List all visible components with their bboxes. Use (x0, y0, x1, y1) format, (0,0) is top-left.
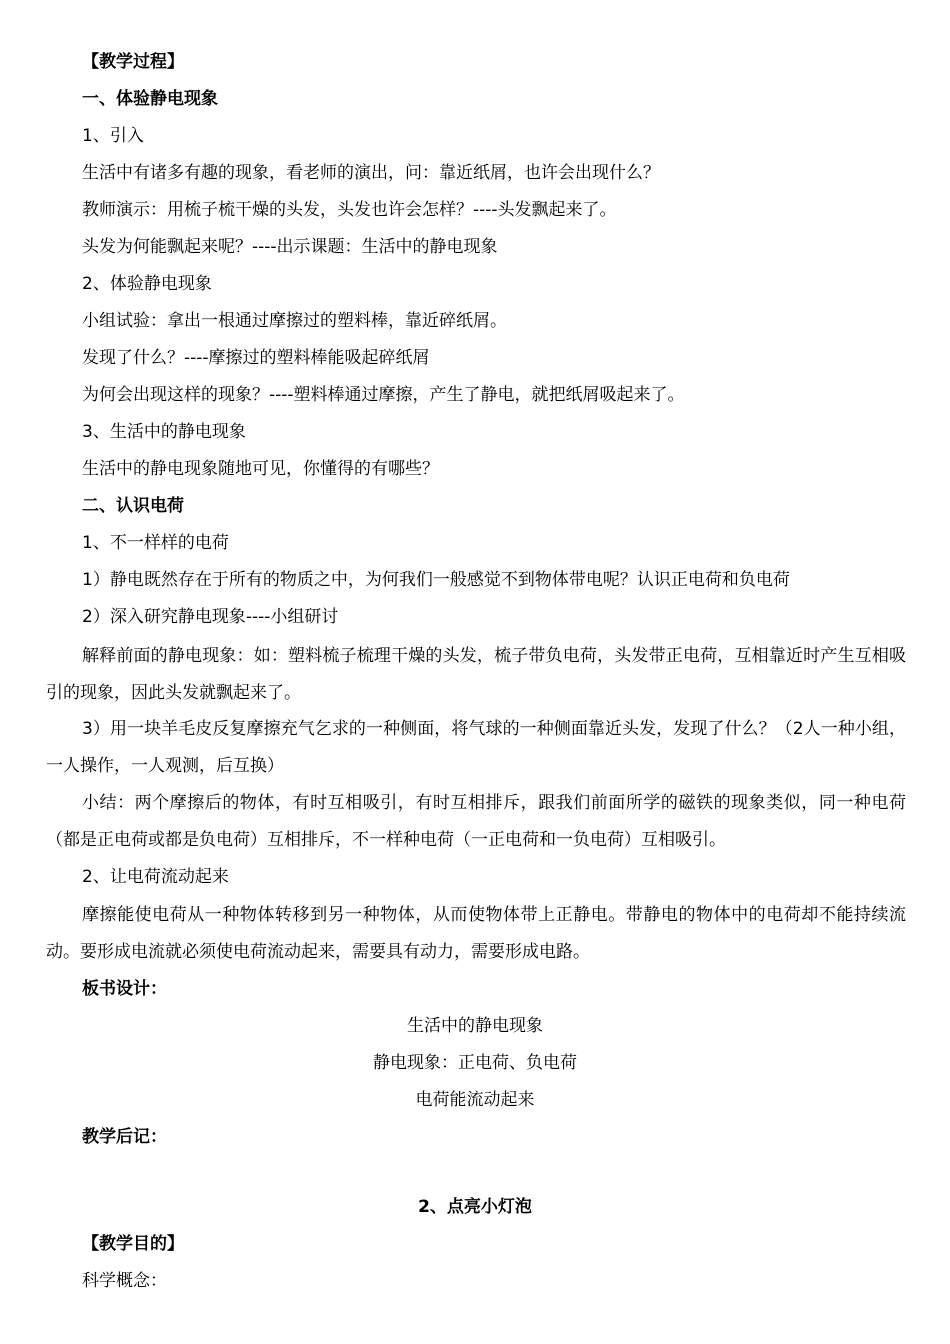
paragraph: 3）用一块羊毛皮反复摩擦充气乞求的一种侧面，将气球的一种侧面靠近头发，发现了什么？（2人一种小组，一人操作，一人观测，后互换） (46, 719, 906, 776)
paragraph: 头发为何能飘起来呢？----出示课题：生活中的静电现象 (82, 237, 498, 257)
paragraph: 生活中的静电现象随地可见，你懂得的有哪些？ (82, 459, 439, 479)
section-1-item-1: 1、引入 (82, 126, 144, 146)
paragraph: 小结：两个摩擦后的物体，有时互相吸引，有时互相排斥，跟我们前面所学的磁铁的现象类似，同一种电荷（都是正电荷或都是负电荷）互相排斥，不一样种电荷（一正电荷和一负电荷）互相吸引。 (46, 793, 906, 850)
heading-teaching-purpose: 【教学目的】 (82, 1234, 184, 1254)
board-line: 静电现象：正电荷、负电荷 (373, 1053, 577, 1073)
paragraph: 2）深入研究静电现象----小组研讨 (82, 607, 339, 627)
section-2-title: 二、认识电荷 (82, 496, 184, 516)
science-concept-label: 科学概念： (82, 1271, 167, 1291)
board-design-label: 板书设计： (82, 979, 167, 999)
teaching-notes-label: 教学后记： (82, 1127, 167, 1147)
paragraph: 1）静电既然存在于所有的物质之中，为何我们一般感觉不到物体带电呢？认识正电荷和负电荷 (82, 570, 790, 590)
paragraph: 解释前面的静电现象：如：塑料梳子梳理干燥的头发，梳子带负电荷，头发带正电荷，互相靠近时产生互相吸引的现象，因此头发就飘起来了。 (46, 646, 906, 703)
section-2-item-2: 2、让电荷流动起来 (82, 867, 229, 887)
section-1-item-2: 2、体验静电现象 (82, 274, 212, 294)
section-1-title: 一、体验静电现象 (82, 89, 218, 109)
lesson-2-title: 2、点亮小灯泡 (418, 1197, 532, 1217)
board-line: 生活中的静电现象 (407, 1016, 543, 1036)
paragraph: 生活中有诸多有趣的现象，看老师的演出，问：靠近纸屑，也许会出现什么？ (82, 163, 660, 183)
heading-teaching-process: 【教学过程】 (82, 52, 184, 72)
board-line: 电荷能流动起来 (415, 1090, 535, 1110)
paragraph: 摩擦能使电荷从一种物体转移到另一种物体，从而使物体带上正静电。带静电的物体中的电荷却不能持续流动。要形成电流就必须使电荷流动起来，需要具有动力，需要形成电路。 (46, 905, 906, 962)
paragraph: 为何会出现这样的现象？----塑料棒通过摩擦，产生了静电，就把纸屑吸起来了。 (82, 385, 685, 405)
paragraph: 教师演示：用梳子梳干燥的头发，头发也许会怎样？----头发飘起来了。 (82, 200, 617, 220)
paragraph: 小组试验：拿出一根通过摩擦过的塑料棒，靠近碎纸屑。 (82, 311, 507, 331)
section-2-item-1: 1、不一样样的电荷 (82, 533, 229, 553)
section-1-item-3: 3、生活中的静电现象 (82, 422, 246, 442)
paragraph: 发现了什么？----摩擦过的塑料棒能吸起碎纸屑 (82, 348, 430, 368)
